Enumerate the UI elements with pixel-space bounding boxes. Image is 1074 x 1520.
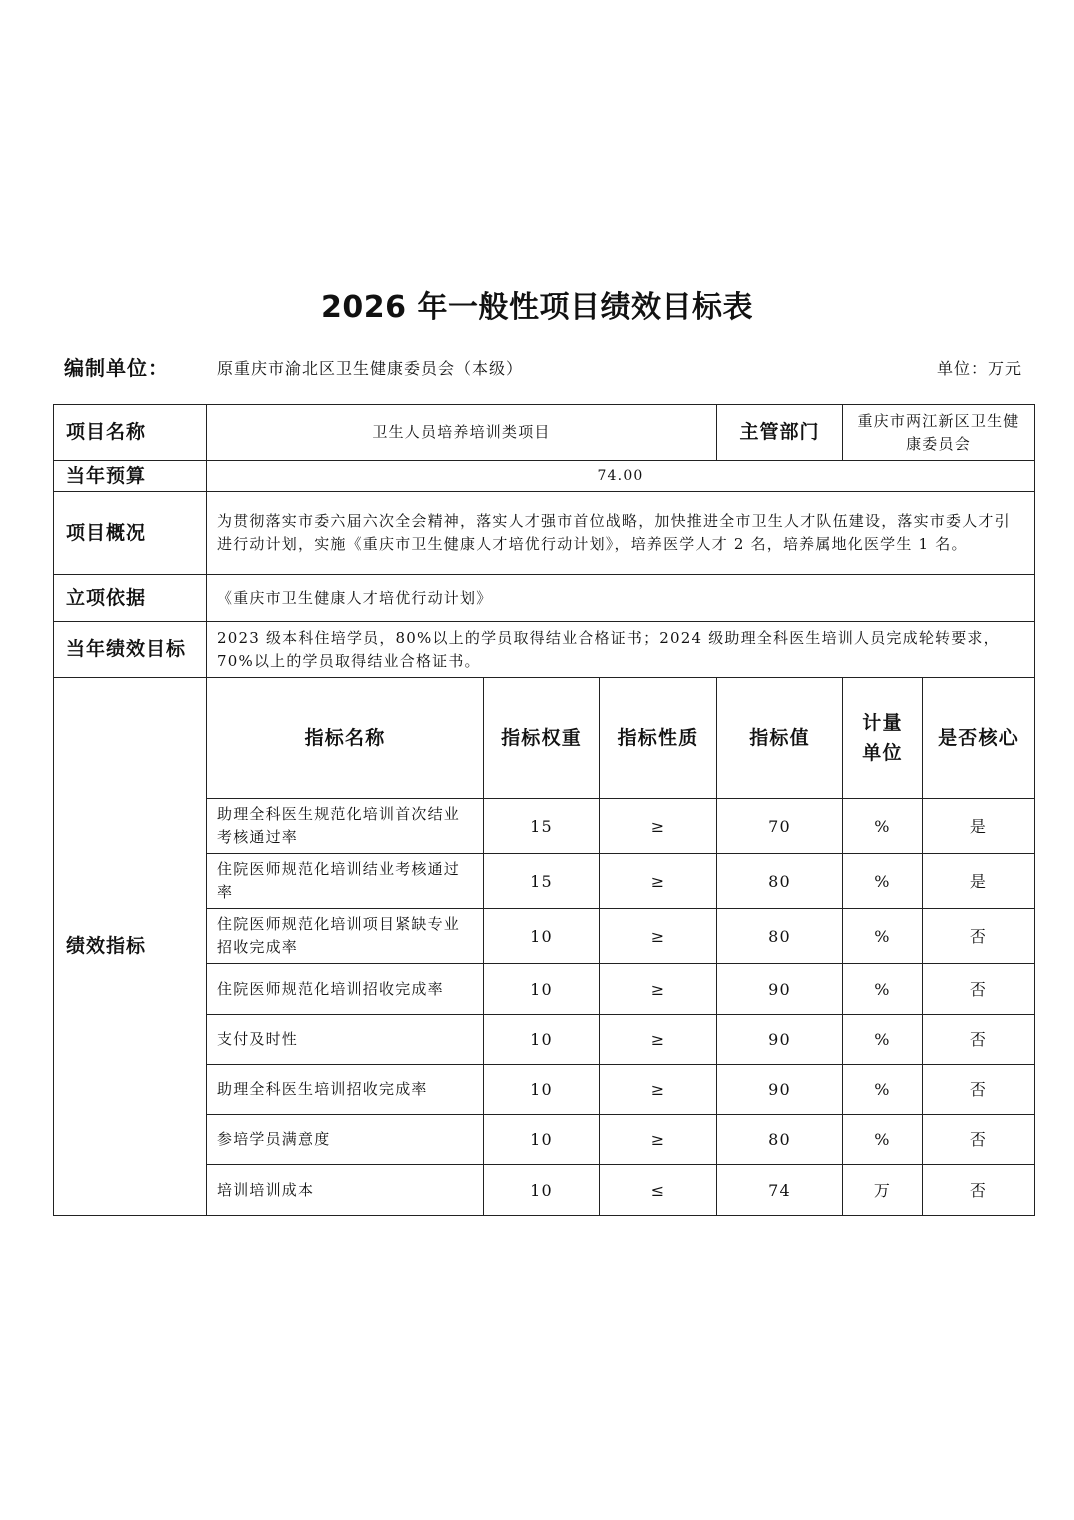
indicator-weight: 10 xyxy=(484,909,600,964)
indicator-nature: ≥ xyxy=(600,964,717,1015)
indicator-core: 否 xyxy=(923,1015,1035,1065)
basis-value: 《重庆市卫生健康人才培优行动计划》 xyxy=(207,575,1035,622)
indicator-unit: % xyxy=(843,909,923,964)
performance-table xyxy=(53,404,1035,1216)
budget-label: 当年预算 xyxy=(54,461,207,492)
indicator-value: 90 xyxy=(717,1065,843,1115)
page-title: 2026 年一般性项目绩效目标表 xyxy=(321,290,753,325)
indicator-value: 80 xyxy=(717,854,843,909)
indicator-header-row xyxy=(54,678,1035,799)
indicator-unit: % xyxy=(843,1065,923,1115)
indicator-value: 80 xyxy=(717,1115,843,1165)
indicator-core: 否 xyxy=(923,1115,1035,1165)
row-basis xyxy=(54,575,1035,622)
indicator-name: 住院医师规范化培训招收完成率 xyxy=(207,964,484,1015)
indicator-value: 70 xyxy=(717,799,843,854)
org-label: 编制单位： xyxy=(64,356,169,380)
indicator-nature: ≥ xyxy=(600,854,717,909)
goal-value: 2023 级本科住培学员，80%以上的学员取得结业合格证书；2024 级助理全科医生培训人员完成轮转要求，70%以上的学员取得结业合格证书。 xyxy=(207,622,1035,678)
indicator-weight: 10 xyxy=(484,1165,600,1216)
indicator-nature: ≥ xyxy=(600,909,717,964)
indicator-weight: 15 xyxy=(484,854,600,909)
indicator-unit: % xyxy=(843,1115,923,1165)
row-project-name xyxy=(54,405,1035,461)
col-header-value: 指标值 xyxy=(717,678,843,799)
org-value: 原重庆市渝北区卫生健康委员会（本级） xyxy=(217,359,524,378)
goal-label: 当年绩效目标 xyxy=(54,622,207,678)
indicator-name: 住院医师规范化培训结业考核通过率 xyxy=(207,854,484,909)
indicator-value: 74 xyxy=(717,1165,843,1216)
indicator-core: 否 xyxy=(923,964,1035,1015)
col-header-unit xyxy=(843,678,923,799)
indicator-nature: ≥ xyxy=(600,1015,717,1065)
indicator-nature: ≥ xyxy=(600,1065,717,1115)
indicator-nature: ≤ xyxy=(600,1165,717,1216)
indicator-core: 是 xyxy=(923,854,1035,909)
indicator-core: 否 xyxy=(923,1165,1035,1216)
indicator-value: 90 xyxy=(717,1015,843,1065)
indicator-name: 支付及时性 xyxy=(207,1015,484,1065)
basis-label: 立项依据 xyxy=(54,575,207,622)
overview-label: 项目概况 xyxy=(54,492,207,575)
col-header-unit-line1: 计量 xyxy=(862,712,903,734)
indicator-nature: ≥ xyxy=(600,1115,717,1165)
indicator-nature: ≥ xyxy=(600,799,717,854)
indicator-weight: 10 xyxy=(484,1015,600,1065)
indicator-unit: % xyxy=(843,799,923,854)
indicator-name: 培训培训成本 xyxy=(207,1165,484,1216)
overview-value: 为贯彻落实市委六届六次全会精神，落实人才强市首位战略，加快推进全市卫生人才队伍建设，落实市委人才引进行动计划，实施《重庆市卫生健康人才培优行动计划》，培养医学人才 2 名，培养属地化医学生 1 名。 xyxy=(207,492,1035,575)
indicator-label: 绩效指标 xyxy=(54,678,207,1216)
project-name-label: 项目名称 xyxy=(54,405,207,461)
indicator-value: 90 xyxy=(717,964,843,1015)
col-header-nature: 指标性质 xyxy=(600,678,717,799)
col-header-unit-line2: 单位 xyxy=(862,742,903,764)
indicator-weight: 10 xyxy=(484,1115,600,1165)
indicator-name: 住院医师规范化培训项目紧缺专业招收完成率 xyxy=(207,909,484,964)
dept-value: 重庆市两江新区卫生健康委员会 xyxy=(843,405,1035,461)
dept-label: 主管部门 xyxy=(717,405,843,461)
indicator-weight: 15 xyxy=(484,799,600,854)
indicator-name: 助理全科医生培训招收完成率 xyxy=(207,1065,484,1115)
col-header-core: 是否核心 xyxy=(923,678,1035,799)
row-goal xyxy=(54,622,1035,678)
indicator-unit: % xyxy=(843,964,923,1015)
indicator-name: 助理全科医生规范化培训首次结业考核通过率 xyxy=(207,799,484,854)
indicator-name: 参培学员满意度 xyxy=(207,1115,484,1165)
indicator-core: 否 xyxy=(923,1065,1035,1115)
indicator-weight: 10 xyxy=(484,1065,600,1115)
col-header-name: 指标名称 xyxy=(207,678,484,799)
col-header-weight: 指标权重 xyxy=(484,678,600,799)
budget-value: 74.00 xyxy=(207,461,1035,492)
indicator-unit: 万 xyxy=(843,1165,923,1216)
indicator-core: 否 xyxy=(923,909,1035,964)
unit-label: 单位：万元 xyxy=(936,359,1022,378)
indicator-unit: % xyxy=(843,854,923,909)
row-budget xyxy=(54,461,1035,492)
indicator-value: 80 xyxy=(717,909,843,964)
row-overview xyxy=(54,492,1035,575)
indicator-unit: % xyxy=(843,1015,923,1065)
project-name-value: 卫生人员培养培训类项目 xyxy=(207,405,717,461)
indicator-core: 是 xyxy=(923,799,1035,854)
indicator-weight: 10 xyxy=(484,964,600,1015)
